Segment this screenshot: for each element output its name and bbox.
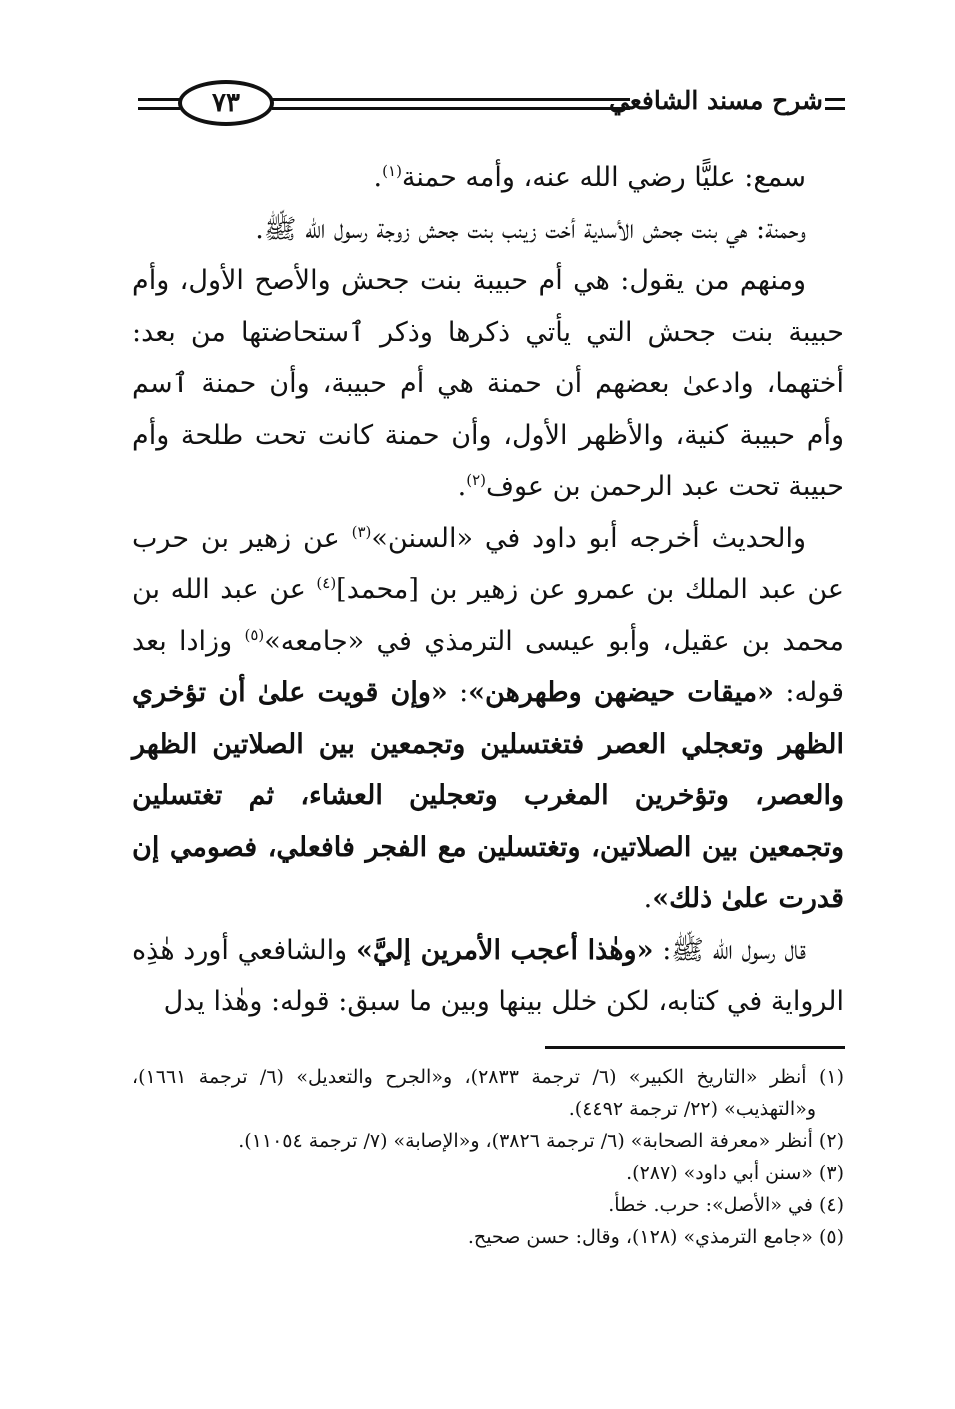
paragraph-2: وحمنة: هي بنت جحش الأسدية أخت زينب بنت جحش زوجة رسول الله ﷺ. bbox=[255, 213, 806, 245]
paragraph-4: والحديث أخرجه أبو داود في «السنن»$^{(٣)}$ عن زهير بن حرب عن عبد الملك بن عمرو عن زهير بن [محمد]$^{(٤)}$ عن عبد الله بن محمد بن عقيل، وأبو عيسى الترمذي في «جامعه»$^{(٥)}$ وزادا بعد قوله: «ميقات حيضهن وطهرهن»: «وإن قويت علىٰ أن تؤخري الظهر وتعجلي العصر فتغتسلين وتجمعين بين الصلاتين الظهر والعصر، وتؤخرين المغرب وتعجلين العشاء، ثم تغتسلين وتجمعين بين الصلاتين، وتغتسلين مع الفجر فافعلي، فصومي إن قدرت علىٰ ذلك». bbox=[132, 522, 845, 914]
footnote-ref-1: (١) bbox=[382, 162, 402, 180]
footnote-ref-5: (٥) bbox=[244, 625, 265, 644]
footnote-ref-3: (٣) bbox=[351, 522, 372, 541]
running-header-title: شرح مسند الشافعي bbox=[609, 86, 823, 115]
main-text bbox=[132, 152, 844, 1028]
footnote-2: (٢) أنظر «معرفة الصحابة» (٦/ ترجمة ٣٨٢٦)، و«الإصابة» (٧/ ترجمة ١١٠٥٤). bbox=[238, 1130, 844, 1152]
header-rule-right bbox=[825, 98, 845, 110]
paragraph-3: ومنهم من يقول: هي أم حبيبة بنت جحش والأصح الأول، وأم حبيبة بنت جحش التي يأتي ذكرها وذكر ٱستحاضتها من بعد: أختهما، وادعىٰ بعضهم أن حمنة هي أم حبيبة، وأن حمنة ٱسم وأم حبيبة كنية، والأظهر الأول، وأن حمنة كانت تحت طلحة وأم حبيبة تحت عبد الرحمن بن عوف$^{(٢)}$. bbox=[132, 265, 844, 502]
header-rule-left bbox=[138, 98, 180, 110]
footnote-5: (٥) «جامع الترمذي» (١٢٨)، وقال: حسن صحيح. bbox=[467, 1226, 844, 1248]
footnotes bbox=[132, 1061, 844, 1253]
footnote-3: (٣) «سنن أبي داود» (٢٨٧). bbox=[626, 1162, 844, 1184]
paragraph-5: قال رسول الله ﷺ: «وهٰذا أعجب الأمرين إليَّ» والشافعي أورد هٰذِه الرواية في كتابه، لكن خلل بينها وبين ما سبق: قوله: وهٰذا يدل bbox=[132, 934, 844, 1017]
footnote-ref-4: (٤) bbox=[316, 574, 337, 592]
header-rule-middle bbox=[272, 98, 630, 110]
paragraph-1: سمع: عليًّا رضي الله عنه، وأمه حمنة$^{(١)}$. bbox=[373, 162, 806, 193]
page-number: ٧٣ bbox=[178, 80, 274, 126]
hadith-quote-1: «ميقات حيضهن وطهرهن» bbox=[468, 677, 775, 708]
hadith-quote-2: «وإن قويت علىٰ أن تؤخري الظهر وتعجلي العصر فتغتسلين وتجمعين بين الصلاتين الظهر والعصر، وتؤخرين المغرب وتعجلين العشاء، ثم تغتسلين وتجمعين بين الصلاتين، وتغتسلين مع الفجر فافعلي، فصومي إن قدرت علىٰ ذلك» bbox=[132, 677, 844, 914]
footnote-ref-2: (٢) bbox=[466, 471, 486, 489]
footnote-1: (١) أنظر «التاريخ الكبير» (٦/ ترجمة ٢٨٣٣)، و«الجرح والتعديل» (٦/ ترجمة ١٦٦١)، و«التهذيب» (٢٢/ ترجمة ٤٤٩٢). bbox=[132, 1066, 844, 1120]
footnote-4: (٤) في «الأصل»: حرب. خطأ. bbox=[608, 1194, 844, 1216]
hadith-quote-3: «وهٰذا أعجب الأمرين إليَّ» bbox=[355, 934, 654, 966]
footnote-separator bbox=[545, 1046, 845, 1049]
